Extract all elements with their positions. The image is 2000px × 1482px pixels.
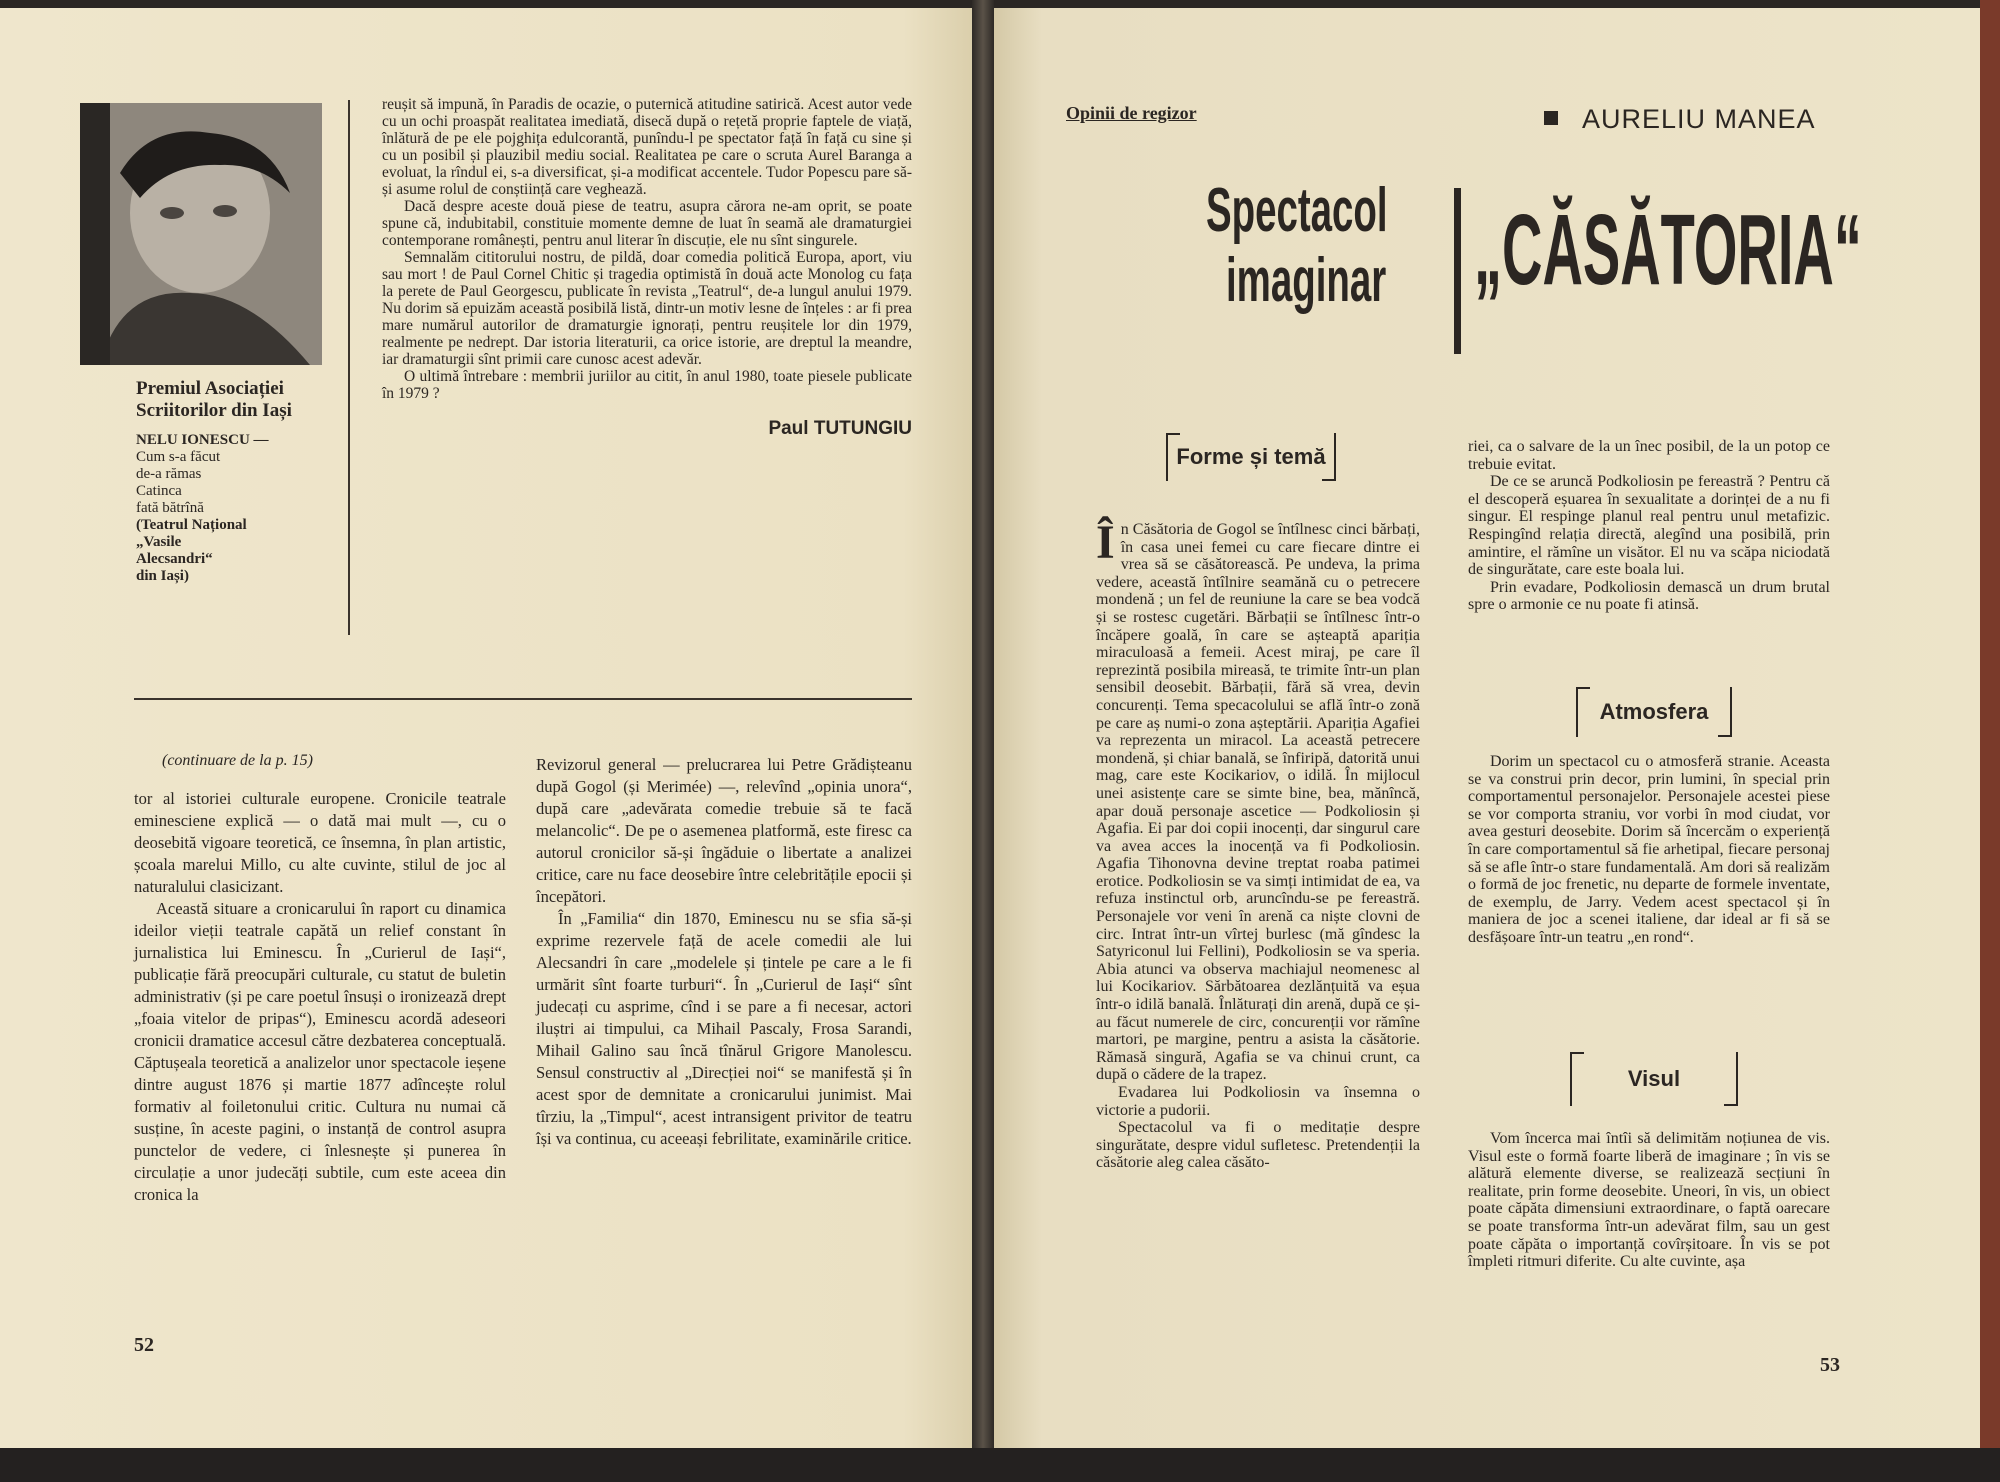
- column-paragraph: De ce se aruncă Podkoliosin pe fereastră ? Pentru că el descoperă eșuarea în sexualitate a dorinței de a nu fi singur. El respinge planul real pentru unul metafizic. Respingînd relația directă, alegînd una posibilă, prin amintire, el rămîne un visător. El nu va scăpa niciodată de singurătate, care este boala lui.: [1468, 473, 1830, 579]
- article-paragraph: reușit să impună, în Paradis de ocazie, o puternică atitudine satirică. Acest autor vede cu un ochi proaspăt realitatea imediată, disecă după o rețetă proprie faptele de viață, înlătură de pe ele pojghița edulcorantă, punîndu-l pe spectator față în față cu sine și cu un posibil și plauzibil mediu social. Realitatea pe care o scruta Aurel Baranga a evoluat, la rîndul ei, s-a diversificat, și-a modificat accentele. Tudor Popescu pare să-și asume rolul de conștiință care veghează.: [382, 96, 912, 198]
- section-heading-atmosfera: Atmosfera: [1576, 687, 1732, 737]
- title-divider: [1454, 188, 1461, 354]
- square-bullet-icon: [1544, 111, 1558, 125]
- right-column-2-top: [1468, 438, 1830, 614]
- book-bottom-edge: [0, 1448, 2000, 1482]
- page-number-left: 52: [134, 1334, 154, 1356]
- article-paragraph: Dacă despre aceste două piese de teatru, asupra cărora ne-am oprit, se poate spune că, indubitabil, constituie momente demne de luat în seamă ale dramaturgiei contemporane românești, pentru anul literar în discuție, ele nu sînt singurele.: [382, 198, 912, 249]
- award-work-line: Cum s-a făcut: [136, 449, 221, 465]
- title-line-2: imaginar: [1226, 246, 1387, 315]
- column-paragraph: Evadarea lui Podkoliosin va însemna o victorie a pudorii.: [1096, 1084, 1420, 1119]
- book-edge: [1980, 0, 2000, 1482]
- right-page: [982, 8, 1980, 1448]
- play-title: „CĂSĂTORIA“: [1474, 194, 1862, 306]
- column-paragraph: Revizorul general — prelucrarea lui Petre Grădișteanu după Gogol (și Merimée) —, relevînd „opinia unora“, după care „adevărata comedie trebuie să te facă melancolic“. De pe o asemenea platformă, este firesc ca autorul cronicilor să-și îngăduie o libertate a analizei critice, care nu face deosebire între celebritățile epocii și începători.: [536, 755, 912, 906]
- article-paragraph: Semnalăm cititorului nostru, de pildă, doar comedia politică Europa, aport, viu sau mort ! de Paul Cornel Chitic și tragedia optimistă în două acte Monolog cu fața la perete de Paul Georgescu, publicate în revista „Teatrul“, de-a lungul anului 1979. Nu dorim să epuizăm această posibilă listă, dintr-un motiv lesne de înțeles : ar fi prea mare numărul autorilor de dramaturgie ignorați, pentru reușitele lor din 1979, realmente pe nedrept. Dar istoria literaturii, ca orice istorie, are dreptul la meandre, iar dramaturgii sînt primii care cunosc acest adevăr.: [382, 249, 912, 368]
- continuation-note: (continuare de la p. 15): [162, 752, 313, 769]
- left-page: [0, 8, 982, 1448]
- award-title: Premiul Asociației Scriitorilor din Iași: [136, 378, 292, 421]
- award-work-line: fată bătrînă: [136, 500, 204, 516]
- section-heading-visul: Visul: [1570, 1052, 1738, 1106]
- book-spine: [972, 0, 994, 1482]
- column-paragraph: Vom încerca mai întîi să delimităm noțiunea de vis. Visul este o formă foarte liberă de imaginare ; în vis se alătură elemente diverse, se realizează secțiuni în realitate, prin forme deosebite. Uneori, în vis, un obiect poate căpăta dimensiuni extraordinare, o faptă oarecare se poate transforma într-un adevărat film, sau un gest poate căpăta o importanță covîrșitoare. În vis se pot împleti ritmuri diferite. Cu alte cuvinte, așa: [1468, 1130, 1830, 1271]
- right-column-2-atmosfera: [1468, 753, 1830, 947]
- column-paragraph: Spectacolul va fi o meditație despre singurătate, despre vidul sufletesc. Pretendenții la căsătorie aleg calea căsăto-: [1096, 1119, 1420, 1172]
- left-column-2: [536, 754, 912, 1150]
- article-signature: Paul TUTUNGIU: [768, 418, 912, 439]
- award-work-line: Catinca: [136, 483, 182, 499]
- drop-cap: Î: [1096, 516, 1115, 569]
- article-paragraph: O ultimă întrebare : membrii juriilor au citit, în anul 1980, toate piesele publicate în 1979 ?: [382, 368, 912, 402]
- portrait-image: [80, 103, 322, 365]
- award-theatre-line: (Teatrul Național: [136, 517, 247, 533]
- column-paragraph: Dorim un spectacol cu o atmosferă stranie. Aceasta se va construi prin decor, prin lumini, în special prin comportamentul personajelor. Personajele acestei piese se vor comporta straniu, vor vorbi în mod ciudat, vor avea gesturi deosebite. Dorim să încercăm o experiență în care comportamentul să fie arhetipal, fiecare personaj să se afle într-o stare fundamentală. Am dori să realizăm o formă de joc frenetic, nu departe de formele inventate, de exemplu, de Jarry. Vedem acest spectacol și în maniera de joc a scenei italiene, dar ideal ar fi să se desfășoare într-un teatru „en rond“.: [1468, 753, 1830, 946]
- rubric: Opinii de regizor: [1066, 103, 1197, 123]
- section-heading-forme: Forme și temă: [1166, 433, 1336, 481]
- column-paragraph: Această situare a cronicarului în raport cu dinamica ideilor vieții teatrale capătă un relief constant în jurnalistica lui Eminescu. În „Curierul de Iași“, publicație fără preocupări culturale, cu statut de buletin administrativ (și pe care poetul însuși o ironizează drept „foaia vitelor de pripas“), Eminescu acordă adeseori cronicii dramatice accesul către dezbaterea conceptuală. Căptușeala teoretică a analizelor unor spectacole ieșene dintre august 1876 și martie 1877 adîncește rolul formativ al foiletonului critic. Cultura nu numai că susține, în aceste pagini, o instanță de control asupra punctelor de vedere, ci înlesnește și punerea în circulație a unor judecăți subtile, cum este aceea din cronica la: [134, 899, 506, 1204]
- column-paragraph: riei, ca o salvare de la un înec posibil, de la un potop ce trebuie evitat.: [1468, 438, 1830, 473]
- column-paragraph: Prin evadare, Podkoliosin demască un drum brutal spre o armonie ce nu poate fi atinsă.: [1468, 578, 1830, 614]
- award-theatre-line: din Iași): [136, 568, 189, 584]
- column-divider: [348, 100, 350, 635]
- author-name: AURELIU MANEA: [1582, 104, 1816, 134]
- column-paragraph: n Căsătoria de Gogol se întîlnesc cinci bărbați, în casa unei femei cu care fiecare dintre ei vrea să se căsătorească. Pe undeva, la prima vedere, această întîlnire seamănă cu o petrecere mondenă ; un fel de reuniune la care se bea vodcă și se rostesc cugetări. Bărbații se întîlnesc într-o încăpere goală, în care se așteaptă apariția miraculoasă a femeii. Acest miraj, pe care îl reprezintă posibila mireasă, te trimite într-un plan sensibil deosebit. Bărbații, fără să vrea, devin concurenți. Tema specacolului se află într-o zonă pe care aș numi-o zona așteptării. Apariția Agafiei va reprezenta un miracol. La această petrecere mondenă, și chiar banală, se înfiripă, datorită unui mag, care este Kocikariov, o idilă. În mijlocul unei asistențe care se simte bine, bea, mănîncă, apar două personaje ascetice — Podkoliosin și Agafia. Ei par doi copii inocenți, dar singurul care va avea acces la inocență va fi Podkoliosin. Agafia Tihonovna devine treptat roaba patimei erotice. Podkoliosin se va simți intimidat de ea, va refuza instinctul orb, aruncîndu-se pe fereastră. Personajele vor veni în arenă ca niște clovni de circ. Intrat într-un vîrtej burlesc (mă gîndesc la Satyriconul lui Fellini), Podkoliosin se va speria. Abia atunci va observa machiajul neomenesc al lui Kocikariov. Sărbătoarea dezlănțuită va eșua într-o idilă banală. Înlăturați din arenă, după ce și-au făcut numerele de circ, concurenții vor rămîne martori, pe margine, pentru a asista la căsătorie. Rămasă singură, Agafia se va chinui crunt, ca după o cădere de la trapez.: [1096, 521, 1420, 1084]
- column-paragraph: În „Familia“ din 1870, Eminescu nu se sfia să-și exprime rezervele față de acele comedii ale lui Alecsandri în care „modelele și țintele pe care a le fi urmărit sînt foarte turburi“. În „Curierul de Iași“ sînt judecați cu asprime, cînd i se pare a fi necesar, actori iluștri ai timpului, ca Mihail Pascaly, Frosa Sarandi, Mihail Galino sau încă tînărul Grigore Manolescu. Sensul constructiv al „Direcției noi“ se manifestă și în acest spor de demnitate a cronicarului junimist. Mai tîrziu, la „Timpul“, acest intransigent privitor de teatru își va continua, cu aceeași febrilitate, examinările critice.: [536, 909, 912, 1148]
- award-caption: [136, 378, 322, 585]
- section-divider: [134, 698, 912, 700]
- page-number-right: 53: [1820, 1354, 1840, 1376]
- right-column-1: [1096, 516, 1420, 1172]
- award-work-line: de-a rămas: [136, 466, 202, 482]
- left-column-1: [134, 788, 506, 1206]
- title-line-1: Spectacol: [1206, 176, 1388, 245]
- top-article: [382, 96, 912, 437]
- author-photo: [80, 103, 322, 365]
- award-author: NELU IONESCU —: [136, 432, 269, 448]
- award-theatre-line: Alecsandri“: [136, 551, 213, 567]
- column-paragraph: tor al istoriei culturale europene. Cronicile teatrale eminesciene explică — o dată mai mult —, cu o deosebită vigoare teoretică, ce însemna, în plan artistic, școala marelui Millo, cu alte cuvinte, stilul de joc al naturalului clasicizant.: [134, 789, 506, 896]
- award-theatre-line: „Vasile: [136, 534, 182, 550]
- right-column-2-visul: [1468, 1130, 1830, 1271]
